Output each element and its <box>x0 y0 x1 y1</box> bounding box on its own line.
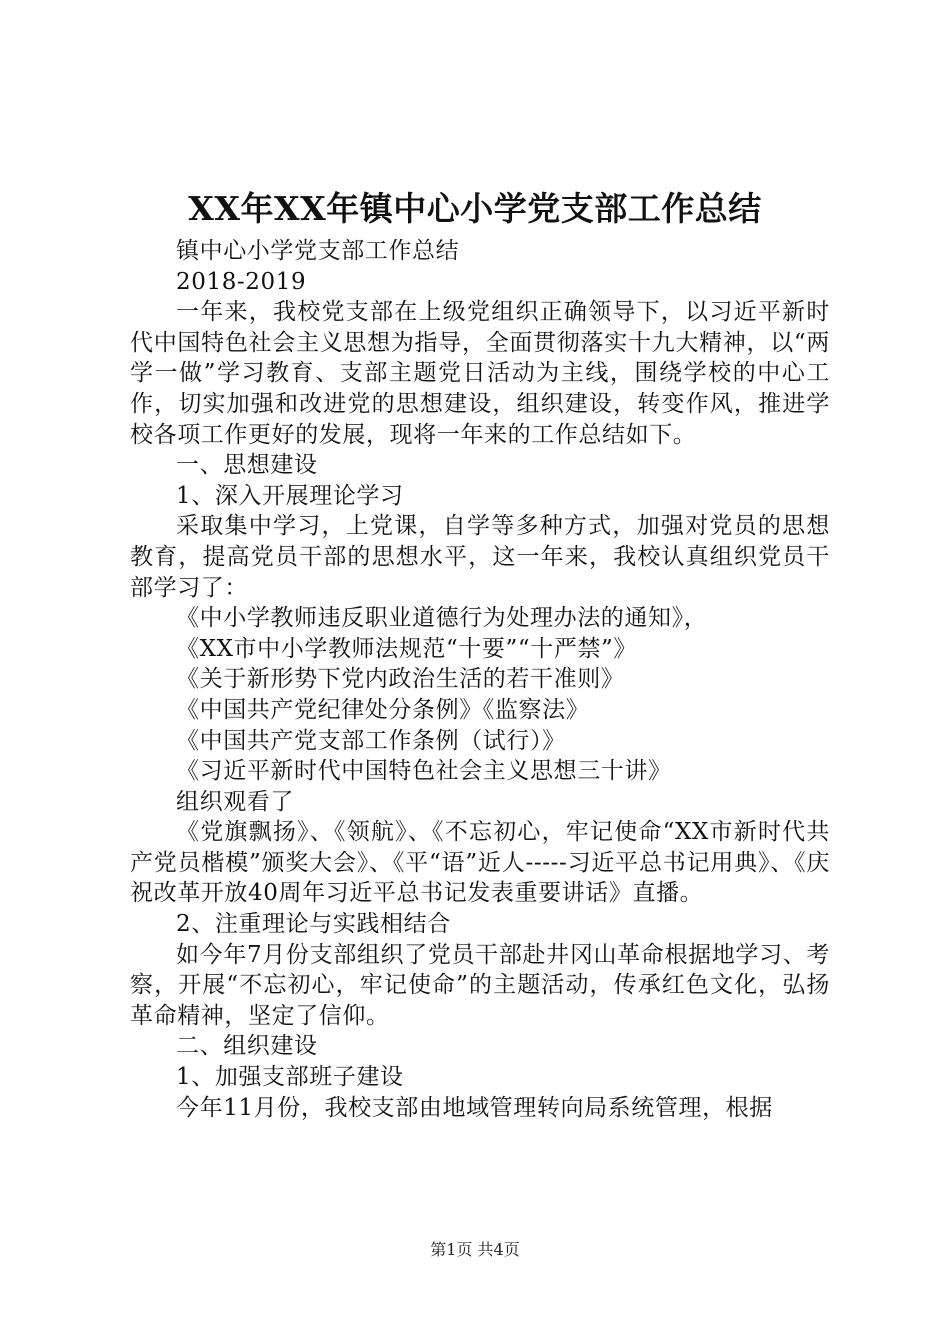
section-heading: 二、组织建设 <box>176 1033 318 1060</box>
body-paragraph: 组织观看了 <box>176 788 294 815</box>
body-paragraph: 今年11月份，我校支部由地域管理转向局系统管理，根据 <box>176 1094 773 1121</box>
section-heading: 一、思想建设 <box>176 452 318 479</box>
subtitle-paragraph: 镇中心小学党支部工作总结 <box>176 238 460 264</box>
study-list-item: 《XX市中小学教师法规范“十要”“十严禁”》 <box>176 635 637 662</box>
study-list-item: 《关于新形势下党内政治生活的若干准则》 <box>176 666 625 693</box>
study-list-item: 《中小学教师违反职业道德行为处理办法的通知》， <box>176 605 708 632</box>
body-paragraph: 一年来，我校党支部在上级党组织正确领导下，以习近平新时代中国特色社会主义思想为指导，全面贯彻落实十九大精神，以“两学一做”学习教育、支部主题党日活动为主线，围绕学校的中心工作，切实加强和改进党的思想建设，组织建设，转变作风，推进学校各项工作更好的发展，现将一年来的工作总结如下。 <box>130 299 830 448</box>
subsection-heading: 1、深入开展理论学习 <box>176 482 404 509</box>
document-body <box>130 236 830 1123</box>
body-paragraph: 采取集中学习，上党课，自学等多种方式，加强对党员的思想教育，提高党员干部的思想水平，这一年来，我校认真组织党员干部学习了： <box>130 513 830 601</box>
page-footer: 第1页 共4页 <box>430 1240 520 1259</box>
subsection-heading: 2、注重理论与实践相结合 <box>176 911 451 938</box>
subsection-heading: 1、加强支部班子建设 <box>176 1064 404 1091</box>
body-paragraph: 《党旗飘扬》、《领航》、《不忘初心，牢记使命“XX市新时代共产党员楷模”颁奖大会》、《平“语”近人-----习近平总书记用典》、《庆祝改革开放40周年习近平总书记发表重要讲话》直播。 <box>130 819 830 907</box>
study-list-item: 《中国共产党纪律处分条例》《监察法》 <box>176 696 590 723</box>
year-range-paragraph: 2018-2019 <box>176 268 307 295</box>
study-list-item: 《中国共产党支部工作条例（试行）》 <box>176 727 566 754</box>
study-list-item: 《习近平新时代中国特色社会主义思想三十讲》 <box>176 758 672 785</box>
document-title: XX年XX年镇中心小学党支部工作总结 <box>188 189 762 228</box>
body-paragraph: 如今年7月份支部组织了党员干部赴井冈山革命根据地学习、考察，开展“不忘初心，牢记使命”的主题活动，传承红色文化，弘扬革命精神，坚定了信仰。 <box>130 941 830 1029</box>
